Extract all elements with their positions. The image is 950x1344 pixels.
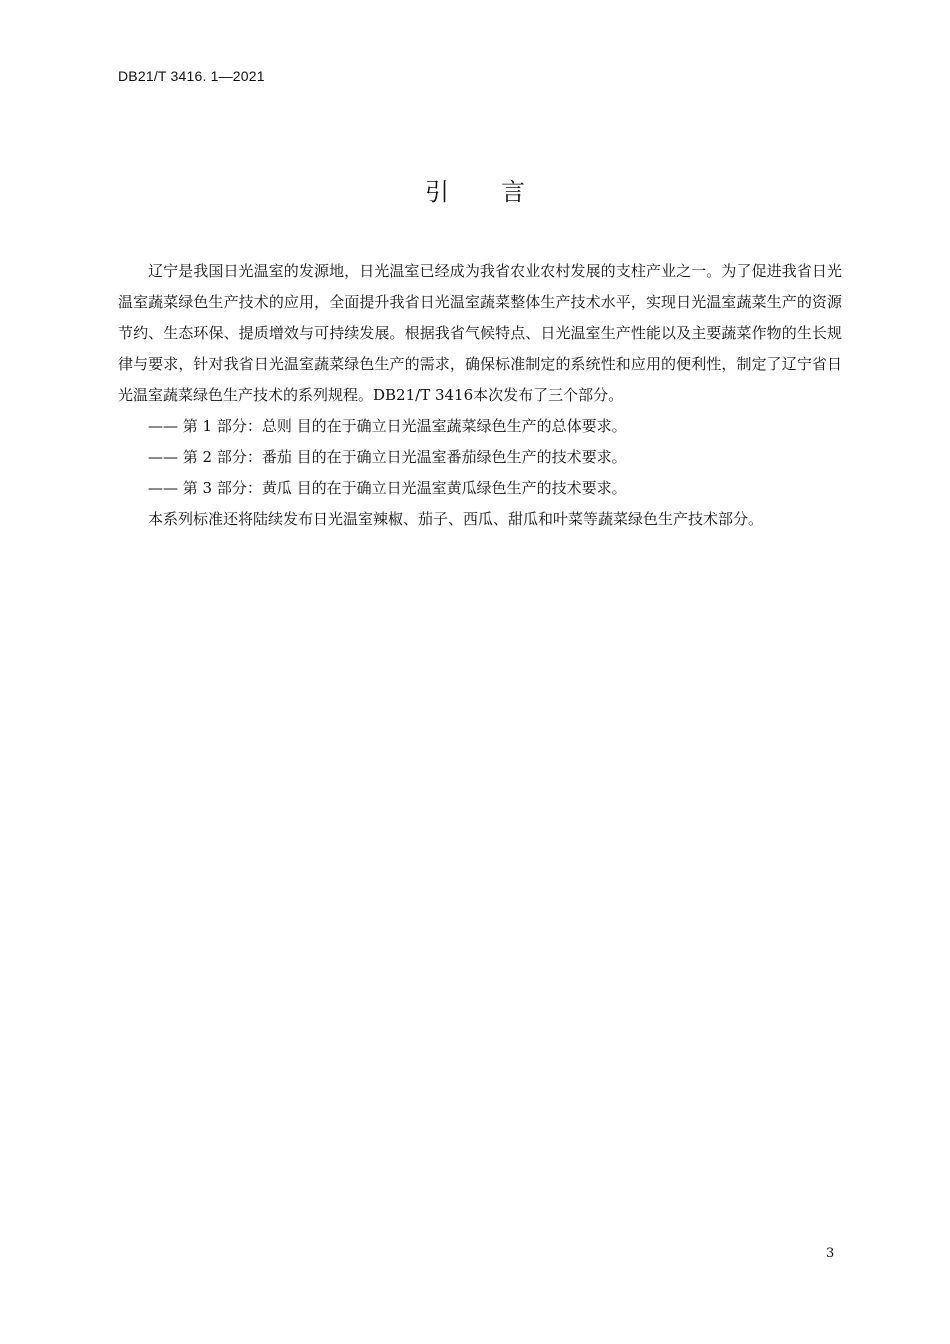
part-item-1: —— 第 1 部分：总则 目的在于确立日光温室蔬菜绿色生产的总体要求。 [148, 417, 627, 435]
title-char-2: 言 [501, 178, 525, 206]
intro-paragraph: 辽宁是我国日光温室的发源地，日光温室已经成为我省农业农村发展的支柱产业之一。为了促进我省日光温室蔬菜绿色生产技术的应用，全面提升我省日光温室蔬菜整体生产技术水平，实现日光温室蔬菜生产的资源节约、生态环保、提质增效与可持续发展。根据我省气候特点、日光温室生产性能以及主要蔬菜作物的生长规律与要求，针对我省日光温室蔬菜绿色生产的需求，确保标准制定的系统性和应用的便利性，制定了辽宁省日光温室蔬菜绿色生产技术的系列规程。DB21/T 3416本次发布了三个部分。 [118, 262, 842, 404]
part-item-3: —— 第 3 部分：黄瓜 目的在于确立日光温室黄瓜绿色生产的技术要求。 [148, 479, 627, 497]
part-item-2: —— 第 2 部分：番茄 目的在于确立日光温室番茄绿色生产的技术要求。 [148, 448, 627, 466]
page-title [0, 172, 950, 207]
closing-paragraph: 本系列标准还将陆续发布日光温室辣椒、茄子、西瓜、甜瓜和叶菜等蔬菜绿色生产技术部分。 [148, 510, 764, 528]
document-code-header: DB21/T 3416. 1—2021 [118, 68, 265, 84]
title-char-1: 引 [425, 178, 449, 206]
introduction-body [118, 256, 842, 535]
page-number: 3 [826, 1246, 835, 1261]
